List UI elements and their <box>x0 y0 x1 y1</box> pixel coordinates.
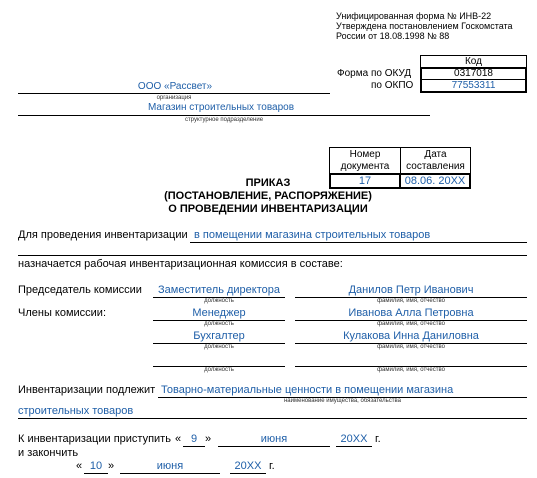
doc-date-header <box>400 147 471 174</box>
member2-position: Бухгалтер <box>193 330 245 342</box>
start-month: июня <box>260 433 288 445</box>
doc-date-label: Дата составления <box>406 149 465 172</box>
end-quote-open: « <box>76 460 83 472</box>
start-day: 9 <box>190 433 198 445</box>
member2-name: Кулакова Инна Даниловна <box>343 330 479 342</box>
member1-name-caption: фамилия, имя, отчество <box>377 321 445 327</box>
member3-position-caption: должность <box>204 367 234 373</box>
commission-text: назначается рабочая инвентаризационная комиссия в составе: <box>18 258 343 270</box>
subject-value-line1: Товарно-материальные ценности в помещении магазина <box>161 384 454 396</box>
end-quote-close: » <box>108 460 115 472</box>
subject-underline-2 <box>18 418 527 419</box>
start-day-underline <box>183 446 205 447</box>
title-inventory: О ПРОВЕДЕНИИ ИНВЕНТАРИЗАЦИИ <box>168 203 368 215</box>
division-name: Магазин строительных товаров <box>147 102 295 113</box>
start-year: 20XX <box>340 433 368 445</box>
end-year-underline <box>230 473 266 474</box>
member3-name-caption: фамилия, имя, отчество <box>377 367 445 373</box>
start-year-underline <box>336 446 372 447</box>
org-name: ООО «Рассвет» <box>137 81 213 92</box>
start-quote-close: » <box>205 433 212 445</box>
org-name-underline <box>18 93 330 94</box>
end-day-underline <box>84 473 108 474</box>
approval-date-line: России от 18.08.1998 № 88 <box>336 31 450 41</box>
okpo-cell <box>420 79 527 93</box>
subject-label: Инвентаризации подлежит <box>18 384 156 396</box>
okud-value: 0317018 <box>454 68 493 79</box>
end-year: 20XX <box>234 460 262 472</box>
member2-position-caption: должность <box>204 344 234 350</box>
purpose-underline <box>190 242 527 243</box>
start-label: К инвентаризации приступить <box>18 433 171 445</box>
okud-label: Форма по ОКУД <box>337 68 412 79</box>
end-month: июня <box>156 460 184 472</box>
chair-position: Заместитель директора <box>158 284 280 296</box>
chair-position-caption: должность <box>204 298 234 304</box>
member1-position-caption: должность <box>204 321 234 327</box>
okpo-value: 77553311 <box>451 80 496 91</box>
start-month-underline <box>218 446 330 447</box>
start-quote-open: « <box>175 433 182 445</box>
chair-label: Председатель комиссии <box>18 284 142 296</box>
okpo-label: по ОКПО <box>371 80 414 91</box>
end-day: 10 <box>89 460 103 472</box>
title-subtitle: (ПОСТАНОВЛЕНИЕ, РАСПОРЯЖЕНИЕ) <box>164 190 372 202</box>
blank-line-1 <box>18 255 527 256</box>
approval-line: Утверждена постановлением Госкомстата <box>336 21 513 31</box>
division-caption: структурное подразделение <box>184 117 264 123</box>
kod-label: Код <box>464 56 482 67</box>
end-year-suffix: г. <box>269 460 275 472</box>
member1-position: Менеджер <box>192 307 246 319</box>
title-order: ПРИКАЗ <box>245 177 291 189</box>
member2-name-caption: фамилия, имя, отчество <box>377 344 445 350</box>
chair-name-caption: фамилия, имя, отчество <box>377 298 445 304</box>
subject-value-line2: строительных товаров <box>18 405 134 417</box>
org-caption: организация <box>156 95 192 101</box>
end-label: и закончить <box>18 447 79 459</box>
form-id-line: Унифицированная форма № ИНВ-22 <box>336 11 492 21</box>
doc-number-label: Номер документа <box>340 149 390 172</box>
end-month-underline <box>120 473 220 474</box>
member1-name: Иванова Алла Петровна <box>348 307 474 319</box>
subject-caption: наименование имущества, обязательства <box>283 398 402 404</box>
doc-date-cell <box>399 173 471 189</box>
doc-number-header <box>329 147 401 174</box>
division-underline <box>18 115 430 116</box>
doc-date-value: 08.06. 20XX <box>404 175 466 187</box>
chair-name: Данилов Петр Иванович <box>348 284 474 296</box>
members-label: Члены комиссии: <box>18 307 107 319</box>
purpose-value: в помещении магазина строительных товаров <box>194 229 431 241</box>
start-year-suffix: г. <box>375 433 381 445</box>
purpose-label: Для проведения инвентаризации <box>18 229 188 241</box>
doc-number-value: 17 <box>358 175 372 187</box>
